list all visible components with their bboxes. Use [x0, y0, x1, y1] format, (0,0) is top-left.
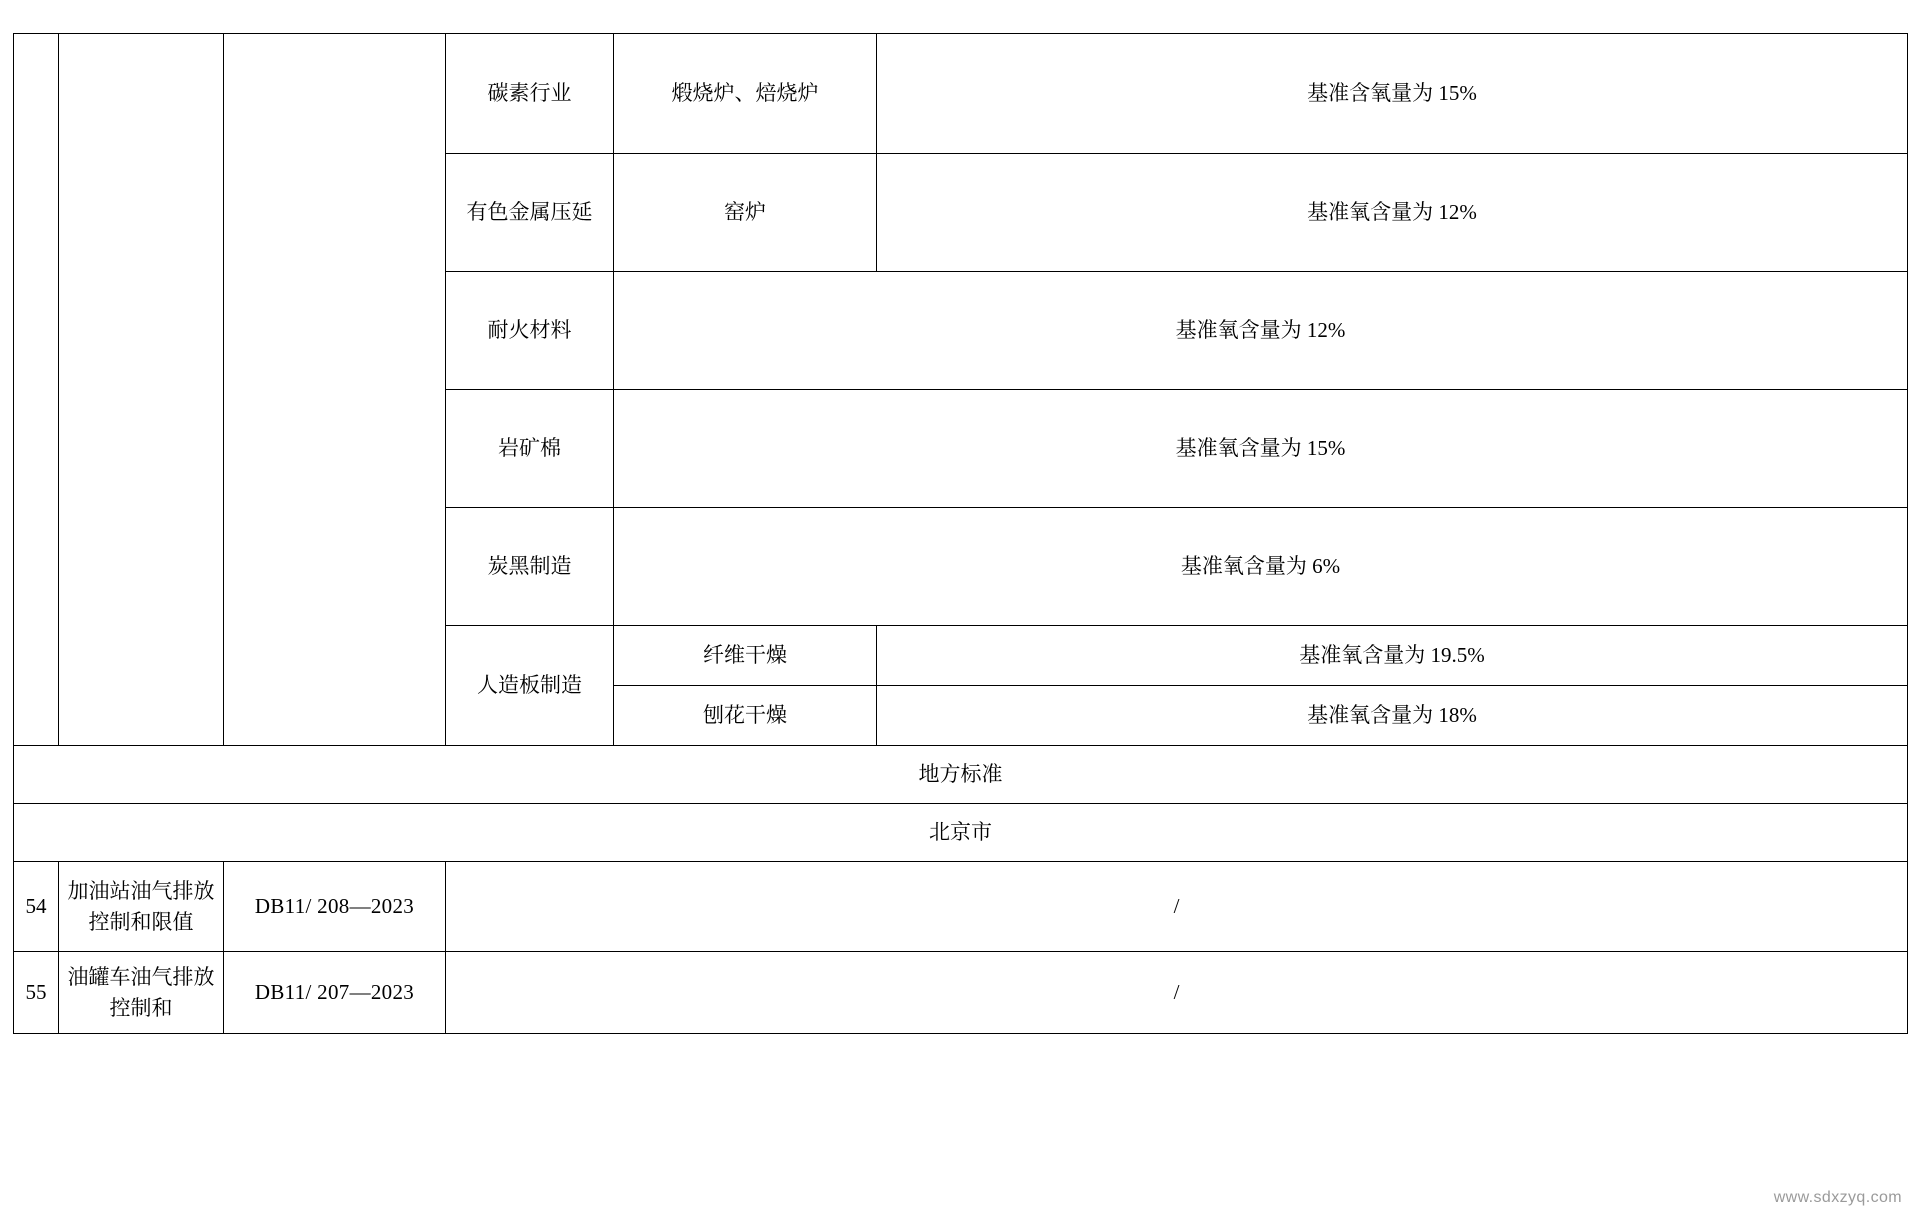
cell-note: / — [446, 952, 1908, 1034]
cell-standard-code: DB11/ 207—2023 — [224, 952, 446, 1034]
cell-local-standard-band: 地方标准 — [14, 746, 1908, 804]
cell-device: 煅烧炉、焙烧炉 — [614, 34, 877, 154]
cell-industry: 岩矿棉 — [446, 390, 614, 508]
cell-region-band: 北京市 — [14, 804, 1908, 862]
cell-serial: 54 — [14, 862, 59, 952]
cell-serial-continued — [14, 34, 59, 746]
cell-note: 基准氧含量为 18% — [877, 686, 1908, 746]
cell-device: 刨花干燥 — [614, 686, 877, 746]
cell-serial: 55 — [14, 952, 59, 1034]
cell-note: 基准氧含量为 12% — [614, 272, 1908, 390]
table-band-row — [14, 746, 1908, 804]
cell-industry: 有色金属压延 — [446, 154, 614, 272]
cell-industry: 人造板制造 — [446, 626, 614, 746]
table-row — [14, 34, 1908, 154]
table-row — [14, 862, 1908, 952]
standards-table — [13, 33, 1908, 1034]
cell-industry: 耐火材料 — [446, 272, 614, 390]
cell-device: 窑炉 — [614, 154, 877, 272]
cell-note: 基准氧含量为 6% — [614, 508, 1908, 626]
watermark-text: www.sdxzyq.com — [1773, 1189, 1902, 1206]
cell-note: / — [446, 862, 1908, 952]
cell-standard-name: 加油站油气排放控制和限值 — [59, 862, 224, 952]
table-band-row — [14, 804, 1908, 862]
cell-note: 基准氧含量为 15% — [614, 390, 1908, 508]
cell-industry: 碳素行业 — [446, 34, 614, 154]
cell-standard-name: 油罐车油气排放控制和 — [59, 952, 224, 1034]
cell-note: 基准含氧量为 15% — [877, 34, 1908, 154]
cell-code-continued — [224, 34, 446, 746]
cell-note: 基准氧含量为 19.5% — [877, 626, 1908, 686]
cell-industry: 炭黑制造 — [446, 508, 614, 626]
cell-standard-code: DB11/ 208—2023 — [224, 862, 446, 952]
table-row — [14, 952, 1908, 1034]
cell-note: 基准氧含量为 12% — [877, 154, 1908, 272]
cell-device: 纤维干燥 — [614, 626, 877, 686]
cell-name-continued — [59, 34, 224, 746]
